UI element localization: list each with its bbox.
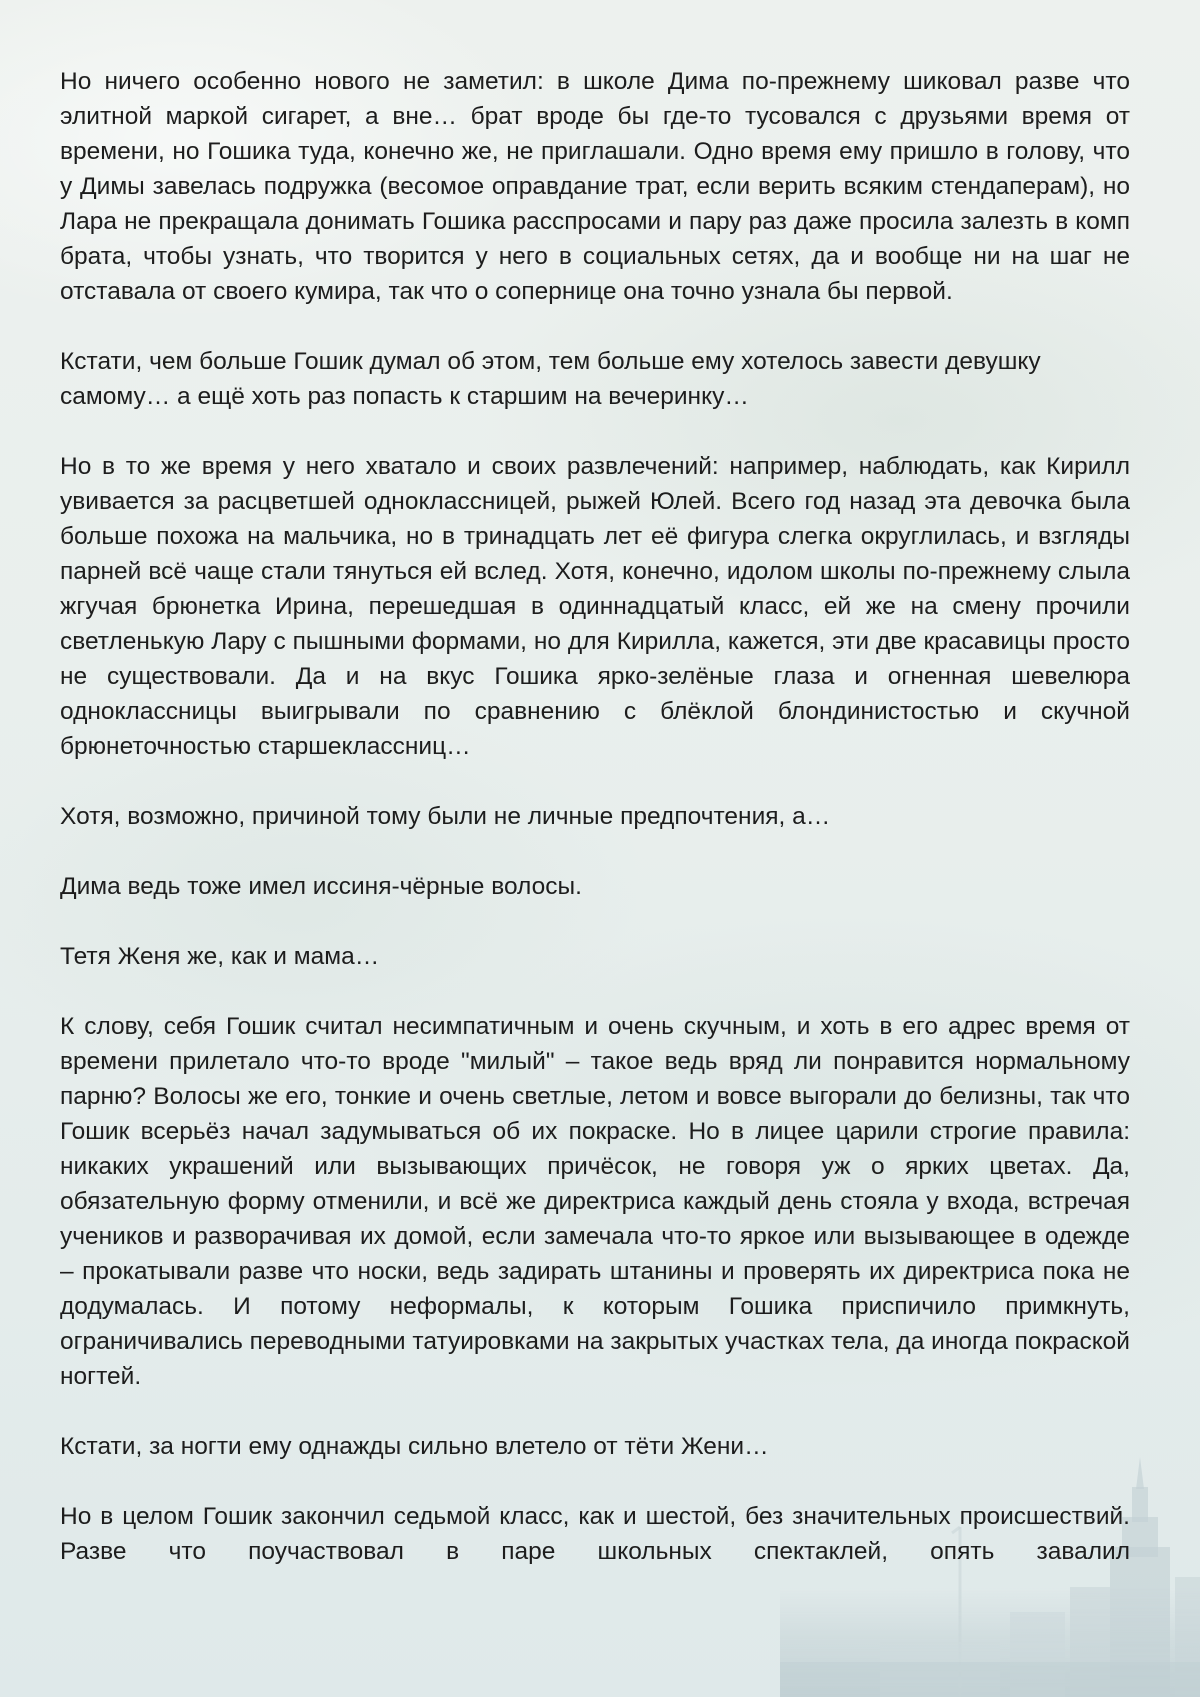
paragraph-8: Кстати, за ногти ему однажды сильно влетело от тёти Жени… (60, 1433, 769, 1460)
story-text (60, 64, 1130, 1604)
paragraph-9: Но в целом Гошик закончил седьмой класс, как и шестой, без значительных происшествий. Разве что поучаствовал в паре школьных спектаклей, опять завалил (60, 1503, 1130, 1565)
paragraph-3: Но в то же время у него хватало и своих развлечений: например, наблюдать, как Кирилл увивается за расцветшей одноклассницей, рыжей Юлей. Всего год назад эта девочка была больше похожа на мальчика, но в тринадцать лет её фигура слегка округлилась, и взгляды парней всё чаще стали тянуться ей вслед. Хотя, конечно, идолом школы по-прежнему слыла жгучая брюнетка Ирина, перешедшая в одиннадцатый класс, ей же на смену прочили светленькую Лару с пышными формами, но для Кирилла, кажется, эти две красавицы просто не существовали. Да и на вкус Гошика ярко-зелёные глаза и огненная шевелюра одноклассницы выигрывали по сравнению с блёклой блондинистостью и скучной брюнеточностью старшеклассниц… (60, 453, 1130, 760)
paragraph-7: К слову, себя Гошик считал несимпатичным и очень скучным, и хоть в его адрес время от времени прилетало что-то вроде "милый" – такое ведь вряд ли понравится нормальному парню? Волосы же его, тонкие и очень светлые, летом и вовсе выгорали до белизны, так что Гошик всерьёз начал задумываться об их покраске. Но в лицее царили строгие правила: никаких украшений или вызывающих причёсок, не говоря уж о ярких цветах. Да, обязательную форму отменили, и всё же директриса каждый день стояла у входа, встречая учеников и разворачивая их домой, если замечала что-то яркое или вызывающее в одежде – прокатывали разве что носки, ведь задирать штанины и проверять их директриса пока не додумалась. И потому неформалы, к которым Гошика приспичило примкнуть, ограничивались переводными татуировками на закрытых участках тела, да иногда покраской ногтей. (60, 1013, 1130, 1390)
paragraph-2: Кстати, чем больше Гошик думал об этом, тем больше ему хотелось завести девушку самому… а ещё хоть раз попасть к старшим на вечеринку… (60, 348, 1041, 410)
paragraph-1: Но ничего особенно нового не заметил: в школе Дима по-прежнему шиковал разве что элитной маркой сигарет, а вне… брат вроде бы где-то тусовался с друзьями время от времени, но Гошика туда, конечно же, не приглашали. Одно время ему пришло в голову, что у Димы завелась подружка (весомое оправдание трат, если верить всяким стендаперам), но Лара не прекращала донимать Гошика расспросами и пару раз даже просила залезть в комп брата, чтобы узнать, что творится у него в социальных сетях, да и вообще ни на шаг не отставала от своего кумира, так что о сопернице она точно узнала бы первой. (60, 68, 1130, 305)
paragraph-6: Тетя Женя же, как и мама… (60, 943, 380, 970)
paragraph-4: Хотя, возможно, причиной тому были не личные предпочтения, а… (60, 803, 831, 830)
paragraph-5: Дима ведь тоже имел иссиня-чёрные волосы. (60, 873, 582, 900)
